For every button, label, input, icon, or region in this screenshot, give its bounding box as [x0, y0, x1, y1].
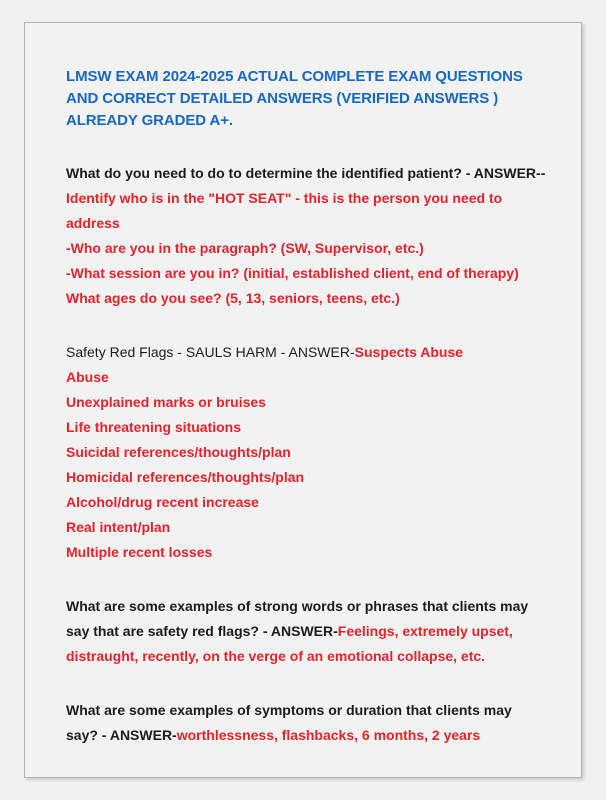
answer-extra-line: Multiple recent losses — [66, 544, 213, 560]
answer-extra-line: Abuse — [66, 369, 109, 385]
answer-text: Feelings, extremely upset, distraught, recently, on the verge of an emotional collapse, etc. — [66, 623, 513, 664]
answer-extra-line: Suicidal references/thoughts/plan — [66, 444, 291, 460]
answer-extra-line: Unexplained marks or bruises — [66, 394, 266, 410]
question-text: Safety Red Flags - SAULS HARM - ANSWER- — [66, 344, 355, 360]
answer-extra-line: Real intent/plan — [66, 519, 171, 535]
answer-text: Identify who is in the "HOT SEAT" - this is the person you need to address — [66, 190, 503, 231]
answer-extra-line: What ages do you see? (5, 13, seniors, teens, etc.) — [66, 290, 400, 306]
question-text: What are some examples of strong words or phrases that clients may say that are safety red flags? - ANSWER- — [66, 598, 529, 639]
question-text: What do you need to do to determine the identified patient? - ANSWER-- — [66, 165, 546, 181]
answer-text: Suspects Abuse — [354, 344, 464, 360]
qa-block-safety-red-flags — [66, 340, 547, 565]
answer-extra-line: -Who are you in the paragraph? (SW, Supervisor, etc.) — [66, 240, 424, 256]
answer-text: worthlessness, flashbacks, 6 months, 2 years — [176, 727, 481, 743]
qa-block-strong-words — [66, 594, 547, 669]
qa-block-identified-patient — [66, 161, 547, 311]
answer-extra-line: Life threatening situations — [66, 419, 242, 435]
qa-block-symptoms-duration — [66, 698, 547, 748]
question-text: What are some examples of symptoms or duration that clients may say? - ANSWER- — [66, 702, 512, 743]
document-title: LMSW EXAM 2024-2025 ACTUAL COMPLETE EXAM QUESTIONS AND CORRECT DETAILED ANSWERS (VERIFIED ANSWERS ) ALREADY GRADED A+. — [66, 68, 523, 129]
answer-extra-line: -What session are you in? (initial, established client, end of therapy) — [66, 265, 519, 281]
document-page — [24, 22, 582, 778]
page-content — [66, 66, 547, 748]
answer-extra-line: Homicidal references/thoughts/plan — [66, 469, 305, 485]
answer-extra-line: Alcohol/drug recent increase — [66, 494, 259, 510]
